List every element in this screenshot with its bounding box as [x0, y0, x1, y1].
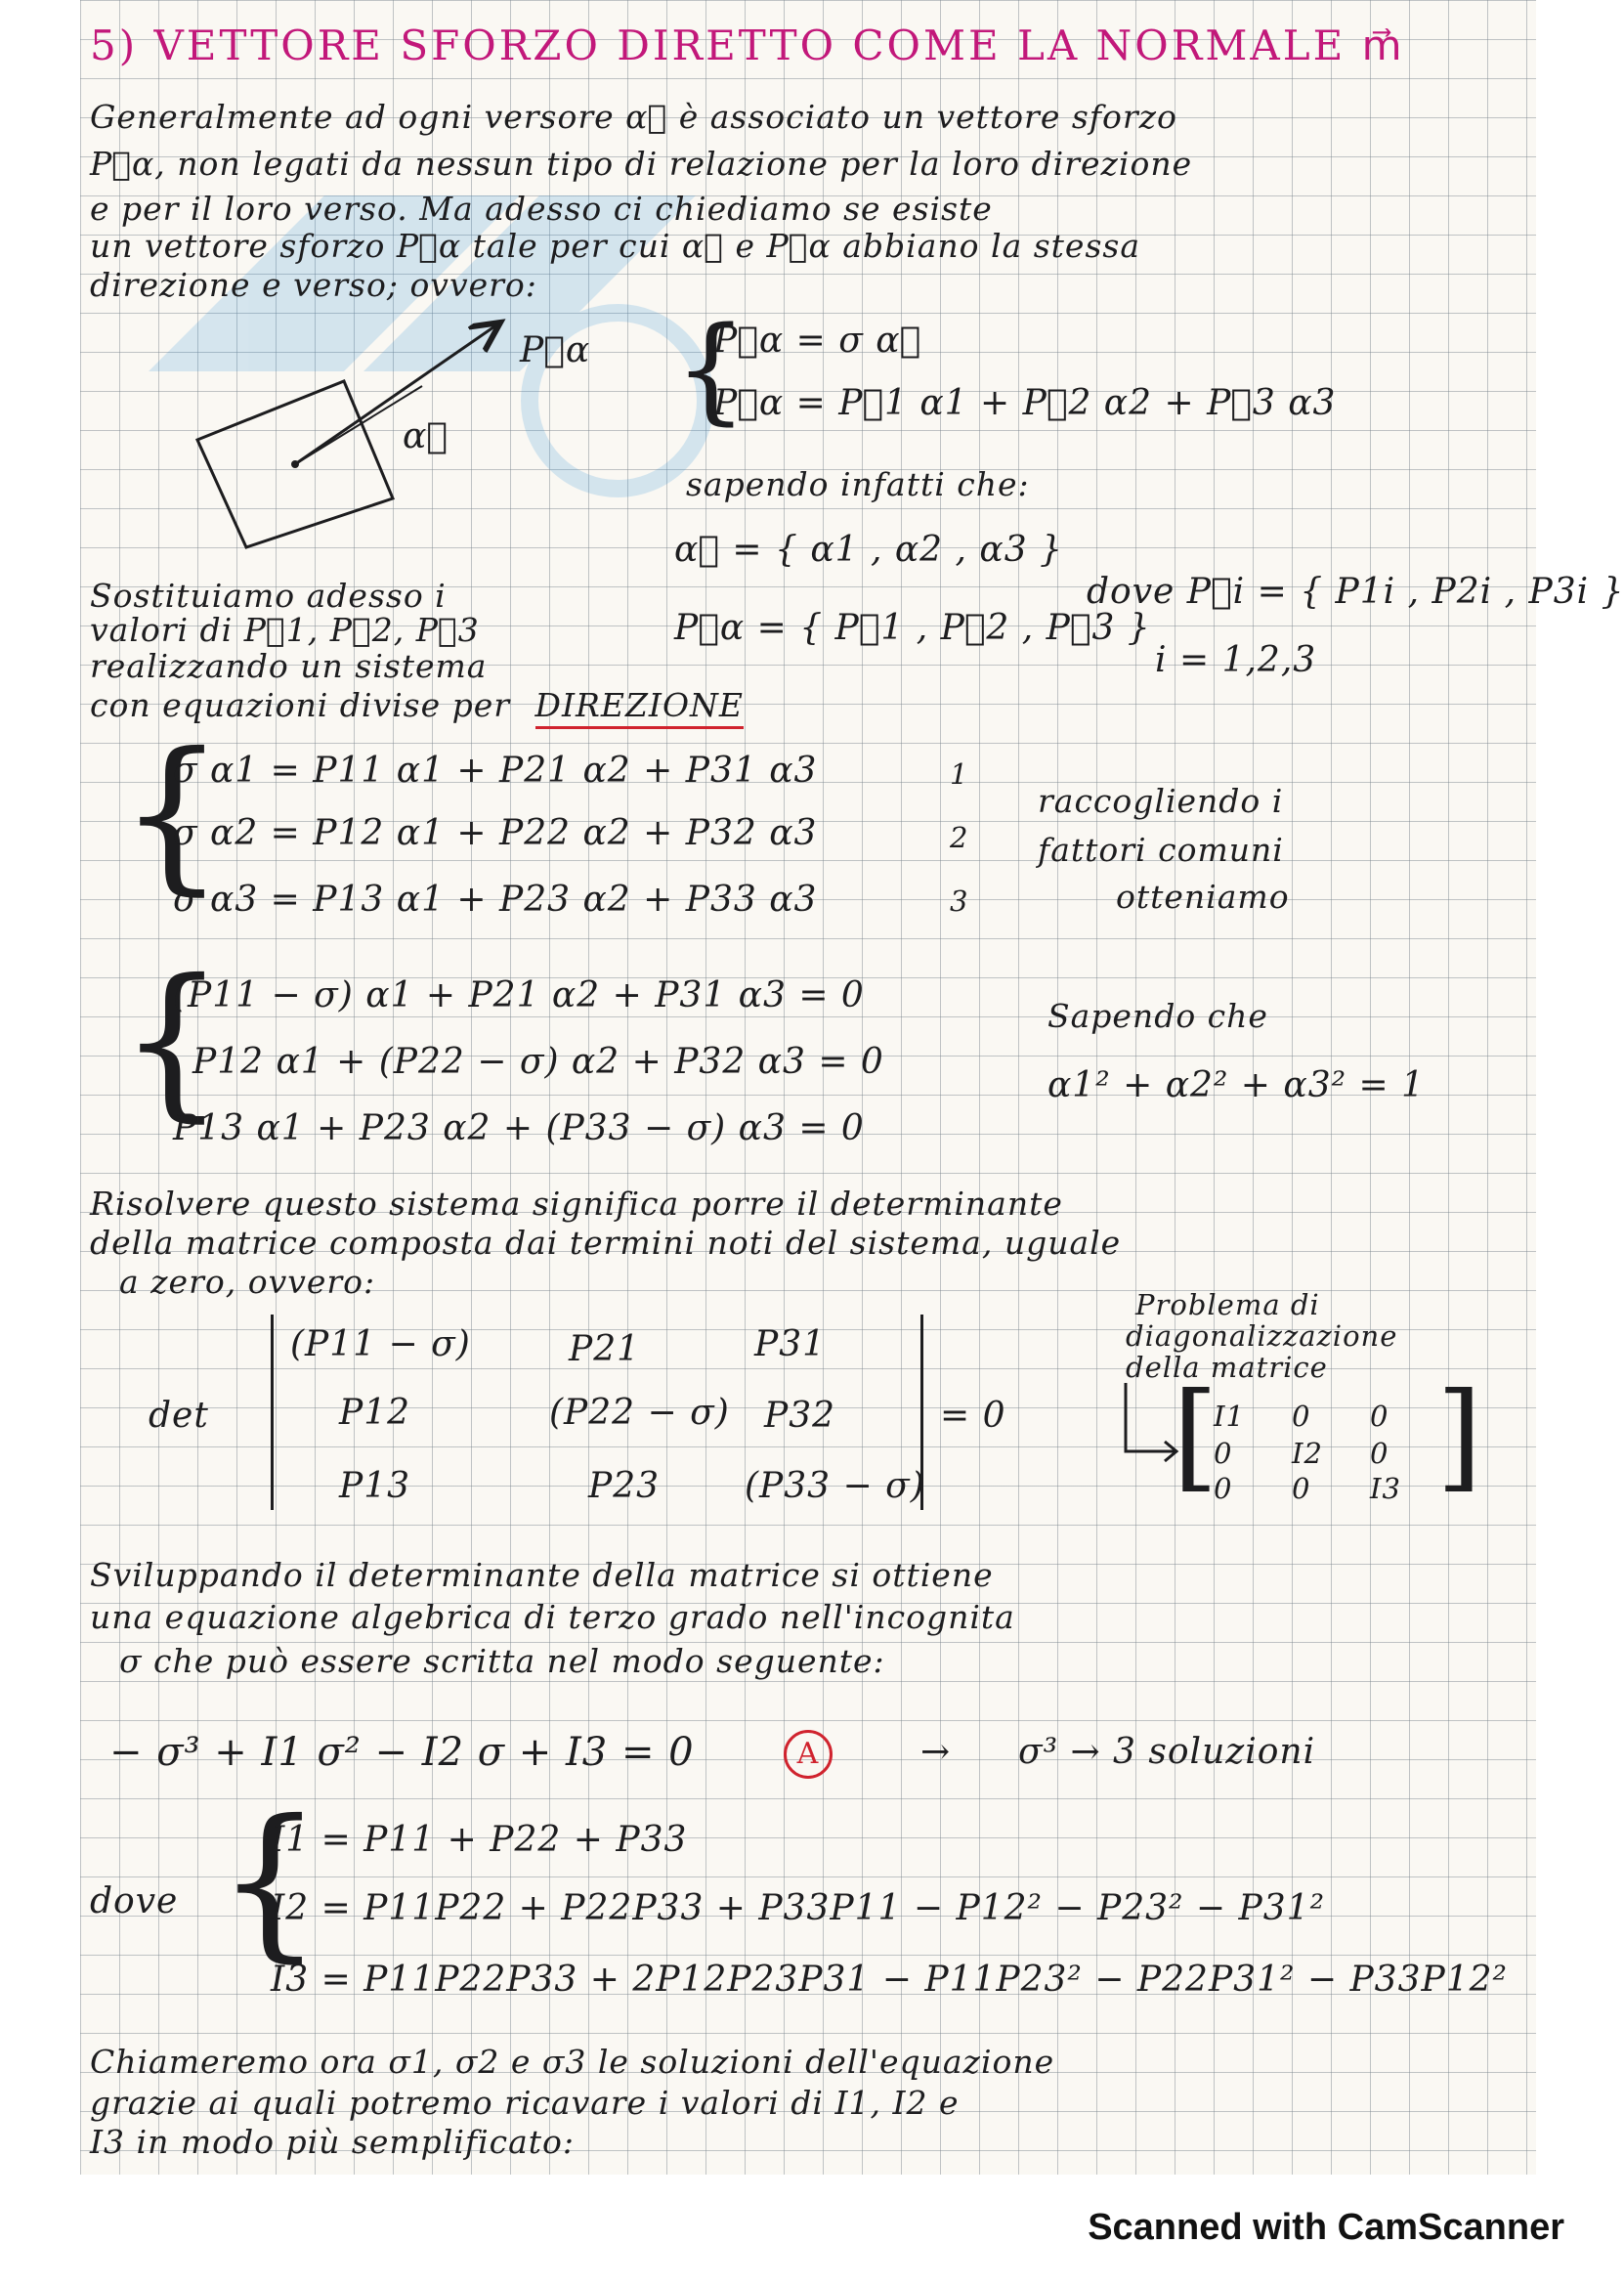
intro-line-3: e per il loro verso. Ma adesso ci chiediamo se esiste [90, 190, 993, 228]
dove-label: dove [90, 1881, 179, 1921]
matrix-cell-21: P12 [339, 1393, 411, 1433]
intro-line-1: Generalmente ad ogni versore α⃗ è associato un vettore sforzo [90, 98, 1177, 136]
cubic-result: σ³ → 3 soluzioni [1018, 1732, 1316, 1772]
eq-number-3: 3 [950, 884, 969, 918]
closing-line-1: Chiameremo ora σ1, σ2 e σ3 le soluzioni dell'equazione [90, 2043, 1055, 2081]
solve-line-1: Risolvere questo sistema significa porre il determinante [90, 1185, 1063, 1223]
pi-definition: dove P⃗i = { P1i , P2i , P3i } [1087, 572, 1624, 612]
invariant-i2: I2 = P11P22 + P22P33 + P33P11 − P12² − P23² − P31² [271, 1888, 1326, 1928]
diag-problem-line-2: diagonalizzazione [1126, 1319, 1398, 1353]
system3-eq-3: P13 α1 + P23 α2 + (P33 − σ) α3 = 0 [173, 1108, 865, 1148]
solve-line-2: della matrice composta dai termini noti del sistema, uguale [90, 1224, 1122, 1262]
matrix-cell-12: P21 [569, 1329, 641, 1369]
unit-norm-constraint: α1² + α2² + α3² = 1 [1047, 1065, 1425, 1105]
invariant-i1: I1 = P11 + P22 + P33 [271, 1820, 688, 1860]
develop-line-2: una equazione algebrica di terzo grado nell'incognita [90, 1598, 1015, 1636]
diag-cell-22: I2 [1292, 1437, 1323, 1470]
collecting-line-1: raccogliendo i [1038, 782, 1284, 820]
diag-matrix-bracket-left: [ [1173, 1368, 1218, 1504]
solve-line-3: a zero, ovvero: [119, 1263, 376, 1301]
diag-matrix-bracket-right: ] [1436, 1368, 1482, 1504]
p-alpha-label: P⃗α [520, 330, 591, 370]
system2-eq-3: σ α3 = P13 α1 + P23 α2 + P33 α3 [173, 880, 818, 920]
notebook-page [80, 0, 1624, 2175]
system1-eq-1: P⃗α = σ α⃗ [713, 321, 922, 361]
system2-brace: { [119, 717, 226, 911]
diag-cell-21: 0 [1214, 1437, 1233, 1470]
matrix-cell-33: (P33 − σ) [745, 1466, 925, 1506]
diag-problem-line-1: Problema di [1135, 1288, 1320, 1321]
knowing-text: sapendo infatti che: [686, 465, 1030, 503]
det-bar-left [271, 1315, 274, 1510]
direzione-keyword: DIREZIONE [535, 686, 744, 729]
p-set: P⃗α = { P⃗1 , P⃗2 , P⃗3 } [674, 608, 1151, 648]
diag-cell-32: 0 [1292, 1472, 1311, 1505]
substitute-line-3: realizzando un sistema [90, 647, 488, 685]
alpha-set: α⃗ = { α1 , α2 , α3 } [674, 530, 1063, 570]
develop-line-3: σ che può essere scritta nel modo seguente: [119, 1642, 885, 1680]
matrix-cell-11: (P11 − σ) [290, 1324, 471, 1364]
eq-number-2: 2 [950, 821, 969, 854]
section-title: 5) VETTORE SFORZO DIRETTO COME LA NORMALE m⃗ [90, 22, 1405, 69]
diag-cell-33: I3 [1370, 1472, 1401, 1505]
scanner-footer: Scanned with CamScanner [1088, 2207, 1564, 2248]
i-range: i = 1,2,3 [1155, 640, 1317, 680]
system2-eq-1: σ α1 = P11 α1 + P21 α2 + P31 α3 [173, 751, 818, 791]
matrix-cell-13: P31 [754, 1324, 827, 1364]
system2-eq-2: σ α2 = P12 α1 + P22 α2 + P32 α3 [173, 813, 818, 853]
system3-eq-2: P12 α1 + (P22 − σ) α2 + P32 α3 = 0 [192, 1042, 884, 1082]
closing-line-2: grazie ai quali potremo ricavare i valori di I1, I2 e [90, 2084, 960, 2122]
det-equals-zero: = 0 [940, 1396, 1006, 1436]
invariants-brace: { [217, 1785, 323, 1978]
system1-brace: { [674, 301, 748, 436]
diag-cell-23: 0 [1370, 1437, 1389, 1470]
matrix-cell-32: P23 [588, 1466, 661, 1506]
closing-line-3: I3 in modo più semplificato: [90, 2123, 576, 2161]
diag-problem-line-3: della matrice [1126, 1351, 1328, 1384]
alpha-label: α⃗ [403, 416, 449, 456]
cubic-arrow: → [920, 1732, 952, 1772]
develop-line-1: Sviluppando il determinante della matrice si ottiene [90, 1556, 994, 1594]
substitute-line-1: Sostituiamo adesso i [90, 577, 447, 615]
cubic-tag: A [784, 1730, 833, 1779]
det-label: det [149, 1396, 209, 1436]
collecting-line-2: fattori comuni [1038, 831, 1284, 869]
substitute-line-2: valori di P⃗1, P⃗2, P⃗3 [90, 611, 480, 649]
intro-line-2: P⃗α, non legati da nessun tipo di relazione per la loro direzione [90, 145, 1193, 183]
invariant-i3: I3 = P11P22P33 + 2P12P23P31 − P11P23² − P22P31² − P33P12² [271, 1960, 1508, 2000]
matrix-cell-31: P13 [339, 1466, 411, 1506]
system1-eq-2: P⃗α = P⃗1 α1 + P⃗2 α2 + P⃗3 α3 [713, 383, 1337, 423]
eq-number-1: 1 [950, 757, 969, 791]
collecting-line-3: otteniamo [1116, 878, 1290, 916]
system3-eq-1: (P11 − σ) α1 + P21 α2 + P31 α3 = 0 [173, 975, 865, 1015]
system3-brace: { [119, 944, 226, 1138]
knowing2-text: Sapendo che [1047, 997, 1268, 1035]
matrix-cell-22: (P22 − σ) [549, 1393, 730, 1433]
matrix-cell-23: P32 [764, 1396, 836, 1436]
intro-line-4: un vettore sforzo P⃗α tale per cui α⃗ e P⃗α abbiano la stessa [90, 227, 1141, 265]
diag-cell-11: I1 [1214, 1400, 1245, 1433]
cubic-equation: − σ³ + I1 σ² − I2 σ + I3 = 0 [109, 1730, 695, 1775]
equations-by-label: con equazioni divise per [90, 686, 511, 724]
diag-cell-13: 0 [1370, 1400, 1389, 1433]
intro-line-5: direzione e verso; ovvero: [90, 266, 537, 304]
diag-cell-12: 0 [1292, 1400, 1311, 1433]
diag-cell-31: 0 [1214, 1472, 1233, 1505]
